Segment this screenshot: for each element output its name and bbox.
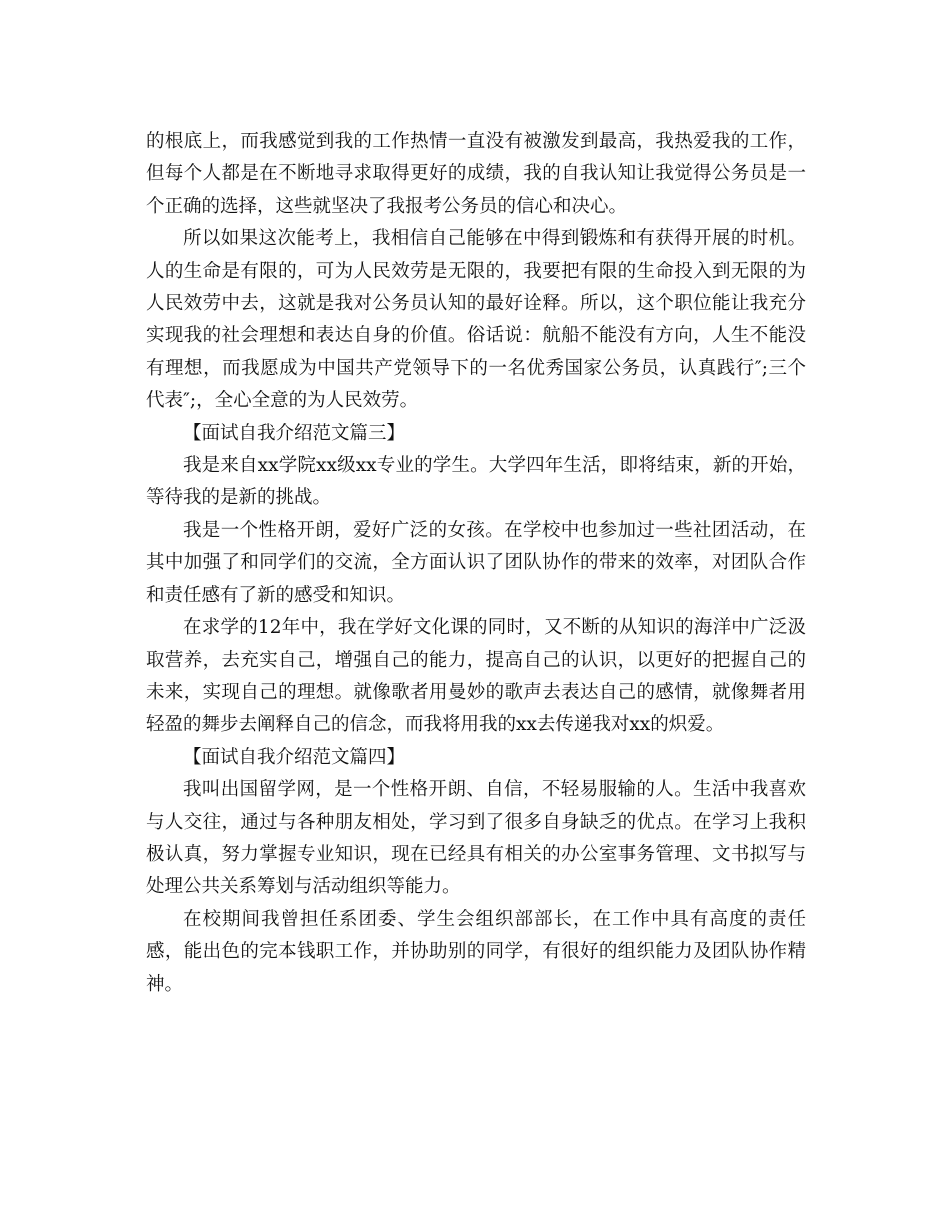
document-body (146, 126, 806, 1001)
paragraph: 在校期间我曾担任系团委、学生会组织部部长，在工作中具有高度的责任感，能出色的完本钱职工作，并协助别的同学，有很好的组织能力及团队协作精神。 (146, 908, 806, 995)
section-heading: 【面试自我介绍范文篇三】 (183, 422, 406, 444)
paragraph-continuation: 的根底上，而我感觉到我的工作热情一直没有被激发到最高，我热爱我的工作，但每个人都是在不断地寻求取得更好的成绩，我的自我认知让我觉得公务员是一个正确的选择，这些就坚决了我报考公务员的信心和决心。 (146, 131, 806, 217)
paragraph: 所以如果这次能考上，我相信自己能够在中得到锻炼和有获得开展的时机。人的生命是有限的，可为人民效劳是无限的，我要把有限的生命投入到无限的为人民效劳中去，这就是我对公务员认知的最好诠释。所以，这个职位能让我充分实现我的社会理想和表达自身的价值。俗话说：航船不能没有方向，人生不能没有理想，而我愿成为中国共产党领导下的一名优秀国家公务员，认真践行″;三个代表″;，全心全意的为人民效劳。 (146, 228, 806, 412)
paragraph: 我是一个性格开朗，爱好广泛的女孩。在学校中也参加过一些社团活动，在其中加强了和同学们的交流，全方面认识了团队协作的带来的效率，对团队合作和责任感有了新的感受和知识。 (146, 519, 806, 606)
paragraph: 在求学的12年中，我在学好文化课的同时，又不断的从知识的海洋中广泛汲取营养，去充实自己，增强自己的能力，提高自己的认识，以更好的把握自己的未来，实现自己的理想。就像歌者用曼妙的歌声去表达自己的感情，就像舞者用轻盈的舞步去阐释自己的信念，而我将用我的xx去传递我对xx的炽爱。 (146, 617, 806, 736)
paragraph: 我是来自xx学院xx级xx专业的学生。大学四年生活，即将结束，新的开始，等待我的是新的挑战。 (146, 455, 806, 509)
section-heading: 【面试自我介绍范文篇四】 (183, 746, 406, 768)
paragraph: 我叫出国留学网，是一个性格开朗、自信，不轻易服输的人。生活中我喜欢与人交往，通过与各种朋友相处，学习到了很多自身缺乏的优点。在学习上我积极认真，努力掌握专业知识，现在已经具有相关的办公室事务管理、文书拟写与处理公共关系筹划与活动组织等能力。 (146, 779, 806, 898)
